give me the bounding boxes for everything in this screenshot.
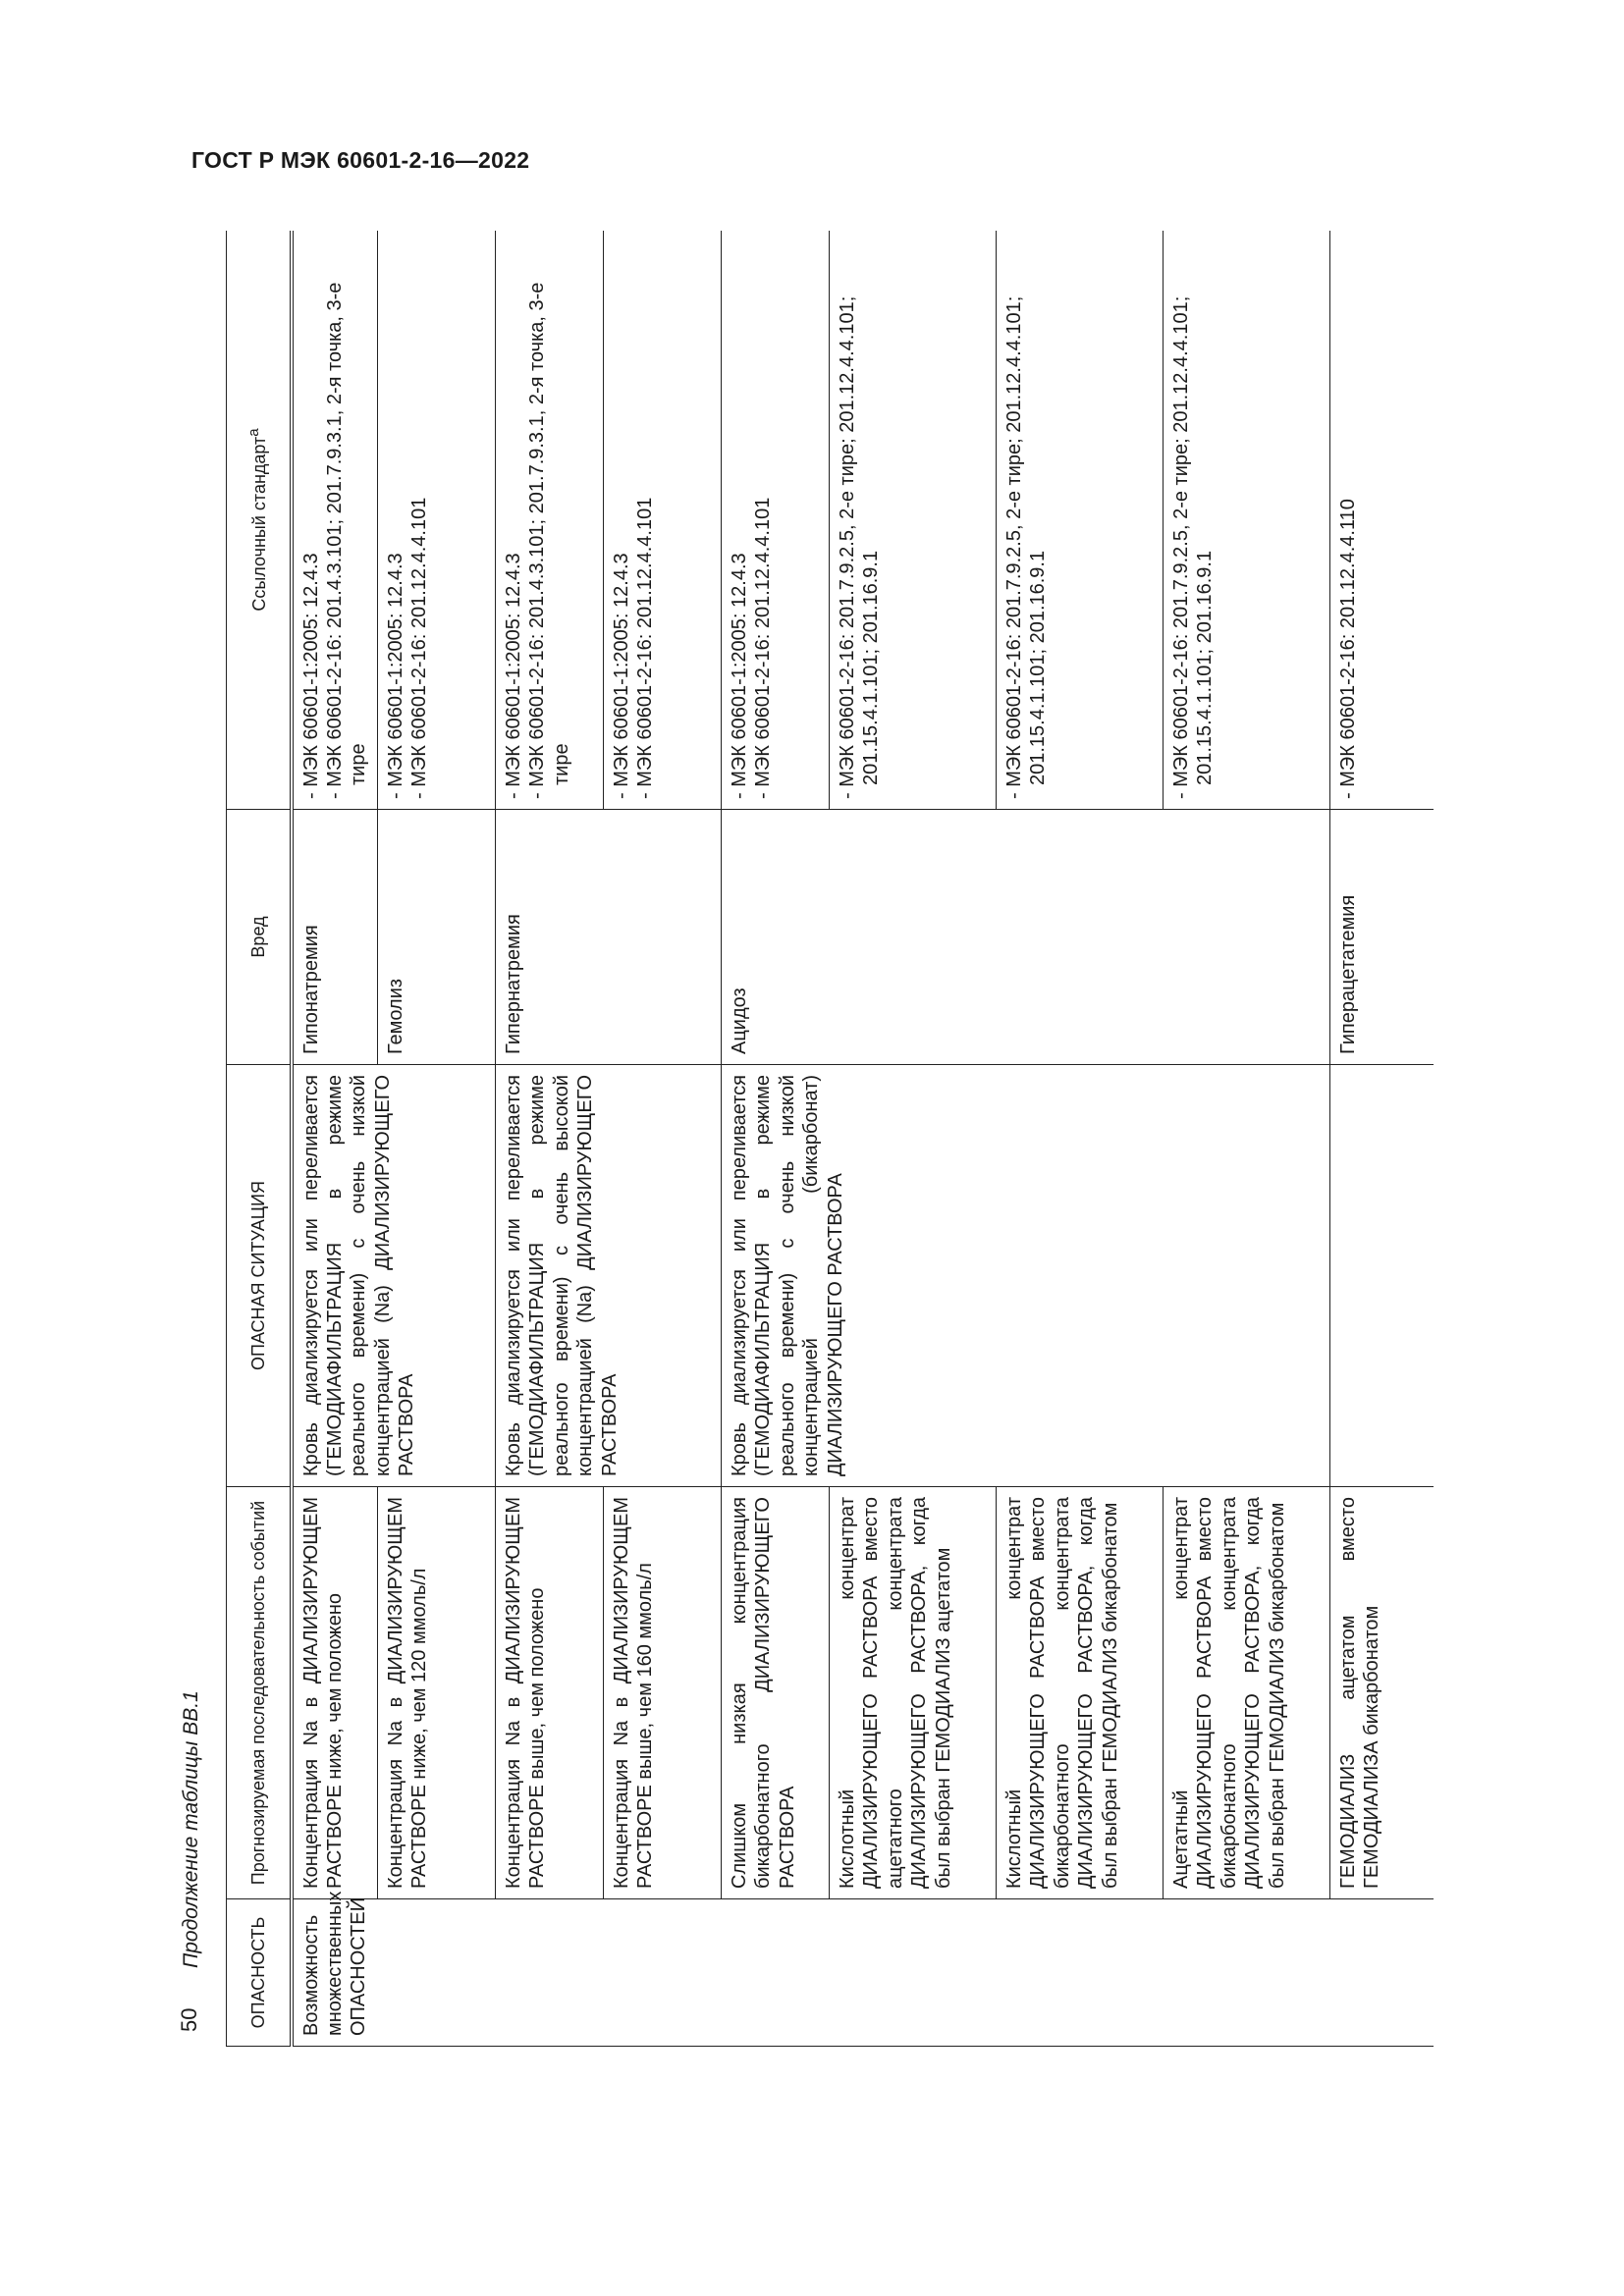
reference-cell: - МЭК 60601-2-16: 201.12.4.4.110 [1330,231,1435,810]
reference-cell: - МЭК 60601-2-16: 201.7.9.2.5, 2-е тире; 201.12.4.4.101; 201.15.4.1.101; 201.16.9.1 [830,231,997,810]
harm-cell: Гипернатремия [496,810,722,1065]
hazard-cell: Возможность множественных ОПАСНОСТЕЙ [292,1899,1435,2047]
reference-cell: - МЭК 60601-1:2005: 12.4.3 - МЭК 60601-2-16: 201.12.4.4.101 [722,231,830,810]
header-situation: ОПАСНАЯ СИТУАЦИЯ [227,1065,292,1487]
sequence-cell: Концентрация Na в ДИАЛИЗИРУЮЩЕМ РАСТВОРЕ выше, чем 160 ммоль/л [604,1487,722,1899]
situation-cell: Кровь диализируется или переливается (ГЕМОДИАФИЛЬТРАЦИЯ в режиме реального времени) с очень низкой концентрацией (бикарбонат) ДИАЛИЗИРУЮЩЕГО РАСТВОРА [722,1065,1330,1487]
table-row [292,231,378,2047]
harm-cell: Гиперацетатемия [1330,810,1435,1065]
sequence-cell: ГЕМОДИАЛИЗ ацетатом вместо ГЕМОДИАЛИЗА бикарбонатом [1330,1487,1435,1899]
header-hazard: ОПАСНОСТЬ [227,1899,292,2047]
harm-cell: Гипонатремия [292,810,378,1065]
table-row [1330,231,1435,2047]
reference-cell: - МЭК 60601-2-16: 201.7.9.2.5, 2-е тире; 201.12.4.4.101; 201.15.4.1.101; 201.16.9.1 [1164,231,1330,810]
header-sequence: Прогнозируемая последовательность событий [227,1487,292,1899]
page-number: 50 [177,2007,201,2032]
sequence-cell: Слишком низкая концентрация бикарбонатного ДИАЛИЗИРУЮЩЕГО РАСТВОРА [722,1487,830,1899]
table-row [496,231,604,2047]
header-row [227,231,292,2047]
reference-cell: - МЭК 60601-2-16: 201.7.9.2.5, 2-е тире; 201.12.4.4.101; 201.15.4.1.101; 201.16.9.1 [997,231,1164,810]
sequence-cell: Кислотный концентрат ДИАЛИЗИРУЮЩЕГО РАСТВОРА вместо ацетатного концентрата ДИАЛИЗИРУЮЩЕГО РАСТВОРА, когда был выбран ГЕМОДИАЛИЗ ацетатом [830,1487,997,1899]
table-row [722,231,830,2047]
situation-cell: Кровь диализируется или переливается (ГЕМОДИАФИЛЬТРАЦИЯ в режиме реального времени) с очень высокой концентрацией (Na) ДИАЛИЗИРУЮЩЕГО РАСТВОРА [496,1065,722,1487]
sequence-cell: Концентрация Na в ДИАЛИЗИРУЮЩЕМ РАСТВОРЕ ниже, чем положено [292,1487,378,1899]
hazard-table [226,231,1434,2047]
situation-cell: Кровь диализируется или переливается (ГЕМОДИАФИЛЬТРАЦИЯ в режиме реального времени) с очень низкой концентрацией (Na) ДИАЛИЗИРУЮЩЕГО РАСТВОРА [292,1065,496,1487]
harm-cell: Ацидоз [722,810,1330,1065]
reference-cell: - МЭК 60601-1:2005: 12.4.3 - МЭК 60601-2-16: 201.12.4.4.101 [604,231,722,810]
document-title: ГОСТ Р МЭК 60601-2-16—2022 [191,147,530,173]
header-harm: Вред [227,810,292,1065]
harm-cell: Гемолиз [378,810,496,1065]
header-reference: Ссылочный стандарт$^a$ [227,231,292,810]
sequence-cell: Ацетатный концентрат ДИАЛИЗИРУЮЩЕГО РАСТВОРА вместо бикарбонатного концентрата ДИАЛИЗИРУЮЩЕГО РАСТВОРА, когда был выбран ГЕМОДИАЛИЗ бикарбонатом [1164,1487,1330,1899]
reference-cell: - МЭК 60601-1:2005: 12.4.3 - МЭК 60601-2-16: 201.4.3.101; 201.7.9.3.1, 2-я точка, 3-е тире [292,231,378,810]
table-frame [226,231,1434,2047]
sequence-cell: Кислотный концентрат ДИАЛИЗИРУЮЩЕГО РАСТВОРА вместо бикарбонатного концентрата ДИАЛИЗИРУЮЩЕГО РАСТВОРА, когда был выбран ГЕМОДИАЛИЗ бикарбонатом [997,1487,1164,1899]
reference-cell: - МЭК 60601-1:2005: 12.4.3 - МЭК 60601-2-16: 201.12.4.4.101 [378,231,496,810]
reference-cell: - МЭК 60601-1:2005: 12.4.3 - МЭК 60601-2-16: 201.4.3.101; 201.7.9.3.1, 2-я точка, 3-е тире [496,231,604,810]
sequence-cell: Концентрация Na в ДИАЛИЗИРУЮЩЕМ РАСТВОРЕ ниже, чем 120 ммоль/л [378,1487,496,1899]
table-caption: Продолжение таблицы ВВ.1 [180,1690,202,1968]
situation-cell-empty [1330,1065,1435,1487]
rotated-table-container [226,231,1434,2047]
sequence-cell: Концентрация Na в ДИАЛИЗИРУЮЩЕМ РАСТВОРЕ выше, чем положено [496,1487,604,1899]
